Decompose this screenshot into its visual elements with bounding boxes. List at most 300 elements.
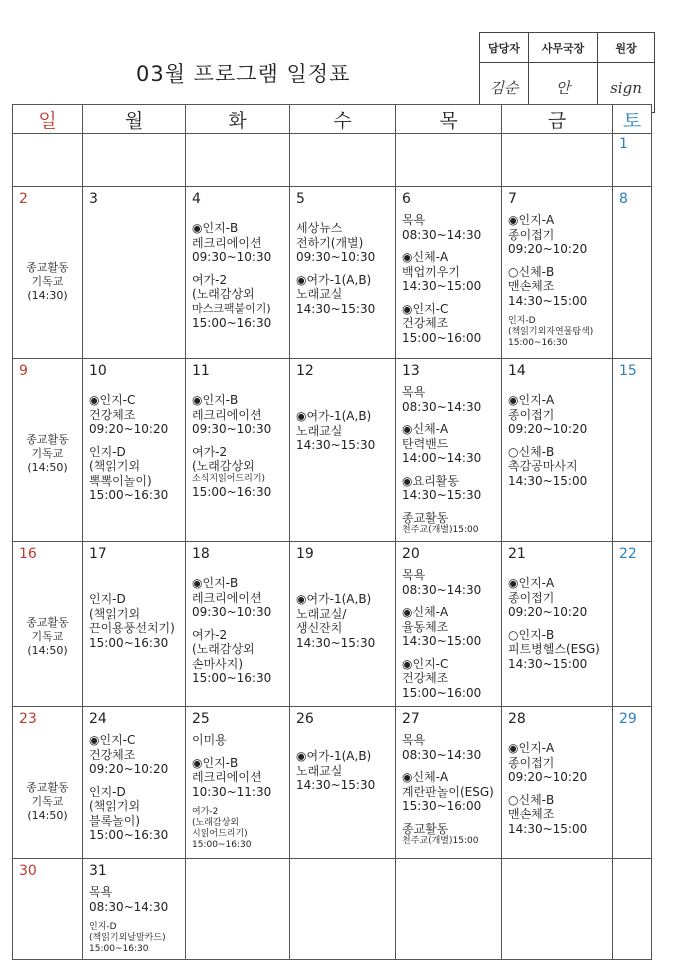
day-cell: [290, 707, 396, 859]
day-number: 24: [89, 711, 107, 727]
schedule-line: (노래감상외: [192, 287, 255, 301]
schedule-line: (책읽기외날말카드): [89, 933, 166, 943]
weekday-wed: 수: [290, 105, 396, 134]
spacer: [89, 576, 185, 584]
schedule-line: 09:30~10:30: [192, 250, 272, 264]
spacer: [192, 568, 289, 576]
spacer: [402, 597, 501, 605]
day-schedule: [83, 381, 185, 503]
sunday-activity: [13, 729, 82, 823]
schedule-line: 15:00~16:30: [192, 671, 272, 685]
schedule-line: 09:20~10:20: [89, 762, 169, 776]
schedule-line: 14:30~15:30: [296, 438, 376, 452]
spacer: [508, 785, 612, 793]
spacer: [296, 401, 395, 409]
schedule-line: (노래감상외: [192, 459, 255, 473]
schedule-line: 08:30~14:30: [402, 399, 482, 414]
schedule-line: (노래감상외: [192, 642, 255, 656]
schedule-line: 08:30~14:30: [402, 227, 482, 242]
schedule-line: 14:30~15:30: [402, 488, 482, 502]
schedule-line: 마스크팩붙이기): [192, 301, 271, 315]
schedule-line: 기독교: [31, 275, 64, 288]
schedule-line: 이미용: [192, 733, 227, 747]
schedule-line: ◉여가-1(A,B): [296, 749, 372, 763]
schedule-line: 목욕: [402, 385, 426, 399]
schedule-line: (책읽기외: [89, 459, 141, 473]
day-cell: [186, 187, 290, 359]
schedule-line: 레크리에이션: [192, 235, 262, 250]
day-schedule: [186, 564, 289, 686]
day-cell: [83, 359, 186, 542]
schedule-line: 인지-D: [89, 784, 126, 799]
day-schedule: [502, 209, 612, 349]
schedule-line: 09:30~10:30: [192, 605, 272, 619]
day-schedule: [186, 729, 289, 851]
schedule-line: 15:00~16:30: [89, 488, 169, 502]
schedule-line: (14:50): [27, 809, 68, 822]
weekday-header-row: [13, 105, 652, 134]
day-cell: [502, 359, 613, 542]
day-cell: [396, 542, 502, 707]
schedule-line: 노래교실: [296, 287, 343, 301]
schedule-line: ◉여가-1(A,B): [296, 592, 372, 606]
schedule-line: 14:30~15:00: [508, 656, 588, 671]
schedule-line: 14:30~15:30: [296, 301, 376, 316]
day-cell: [83, 134, 186, 187]
spacer: [89, 568, 185, 576]
schedule-line: ◉요리활동: [402, 473, 459, 488]
schedule-line: 소식지읽어드리기): [192, 473, 266, 484]
day-schedule: [290, 564, 395, 650]
day-number: [396, 859, 501, 881]
schedule-line: 천주교(개별)15:00: [402, 525, 479, 535]
day-schedule: [502, 729, 612, 836]
schedule-line: 세상뉴스: [296, 221, 343, 235]
day-cell: [396, 859, 502, 960]
sunday-activity: [13, 881, 82, 933]
schedule-line: 15:00~16:30: [89, 828, 169, 842]
schedule-line: 건강체조: [89, 747, 136, 762]
schedule-line: 09:20~10:20: [508, 605, 588, 619]
schedule-line: 맨손체조: [508, 807, 555, 821]
schedule-line: 15:00~16:00: [402, 685, 482, 700]
day-schedule: [186, 209, 289, 331]
sunday-activity: [13, 381, 82, 475]
day-cell: [83, 187, 186, 359]
schedule-line: 레크리에이션: [192, 770, 262, 784]
day-number: 31: [89, 863, 107, 879]
week-row: [13, 707, 652, 859]
schedule-line: (책읽기외: [89, 799, 141, 813]
spacer: [402, 649, 501, 657]
schedule-line: 목욕: [402, 213, 426, 227]
day-number: 14: [508, 363, 526, 379]
schedule-line: 14:30~15:00: [508, 473, 588, 488]
day-cell: [83, 707, 186, 859]
spacer: [89, 584, 185, 592]
day-cell: [502, 187, 613, 359]
day-cell: [502, 859, 613, 960]
schedule-line: 14:00~14:30: [402, 451, 482, 465]
day-number: [502, 859, 612, 881]
schedule-line: 14:30~15:00: [508, 293, 588, 308]
schedule-line: 기독교: [31, 795, 64, 808]
schedule-line: 손마사지): [192, 656, 244, 671]
schedule-line: 15:00~16:30: [192, 840, 252, 850]
schedule-line: 계란판놀이(ESG): [402, 784, 494, 799]
schedule-line: 끈이용풍선치기): [89, 621, 175, 635]
day-number: 20: [402, 546, 420, 562]
week-row: [13, 134, 652, 187]
day-number: 4: [192, 191, 201, 207]
schedule-line: 09:20~10:20: [508, 242, 588, 256]
spacer: [296, 741, 395, 749]
schedule-line: 09:20~10:20: [508, 770, 588, 784]
schedule-line: 인지-D: [89, 444, 126, 459]
weekday-fri: 금: [502, 105, 613, 134]
schedule-line: 맨손체조: [508, 279, 555, 293]
day-number: 23: [19, 711, 37, 727]
schedule-line: 노래교실/: [296, 606, 347, 621]
schedule-line: 14:30~15:30: [296, 635, 376, 650]
day-cell: [13, 859, 83, 960]
spacer: [296, 213, 395, 221]
day-schedule: [396, 729, 501, 847]
schedule-line: 종교활동: [26, 433, 69, 446]
day-number: 25: [192, 711, 210, 727]
sunday-activity: [13, 209, 82, 303]
day-number: 9: [19, 363, 28, 379]
spacer: [402, 762, 501, 770]
spacer: [402, 414, 501, 422]
weekday-tue: 화: [186, 105, 290, 134]
schedule-line: 09:20~10:20: [508, 422, 588, 436]
day-schedule: [83, 564, 185, 650]
schedule-line: ◉여가-1(A,B): [296, 409, 372, 423]
schedule-line: 촉감공마사지: [508, 459, 578, 473]
schedule-line: 기독교: [31, 630, 64, 643]
day-number: 6: [402, 191, 411, 207]
weekday-mon: 월: [83, 105, 186, 134]
schedule-line: ○신체-B: [508, 444, 555, 459]
signature-chief: sign: [598, 63, 655, 113]
signature-manager: 김순: [480, 63, 529, 113]
day-number: 2: [19, 191, 28, 207]
schedule-line: 생신잔치: [296, 621, 343, 635]
schedule-line: 14:30~15:00: [508, 821, 588, 836]
spacer: [89, 914, 185, 922]
spacer: [402, 242, 501, 250]
day-number: [613, 859, 651, 881]
day-number: 28: [508, 711, 526, 727]
day-cell: [290, 187, 396, 359]
schedule-line: 09:30~10:30: [296, 250, 376, 264]
day-cell: [396, 187, 502, 359]
schedule-line: 종교활동: [26, 781, 69, 794]
spacer: [296, 576, 395, 584]
schedule-line: ◉신체-A: [402, 605, 449, 619]
spacer: [402, 294, 501, 302]
week-row: [13, 359, 652, 542]
day-number: 10: [89, 363, 107, 379]
spacer: [402, 503, 501, 511]
day-number: 18: [192, 546, 210, 562]
day-schedule: [396, 209, 501, 345]
schedule-line: 09:30~10:30: [192, 422, 272, 436]
day-cell: [13, 187, 83, 359]
schedule-line: ◉인지-C: [402, 656, 449, 671]
day-number: 19: [296, 546, 314, 562]
schedule-line: ○신체-B: [508, 792, 555, 807]
schedule-line: ◉인지-B: [192, 755, 239, 770]
day-number: 8: [619, 191, 628, 207]
schedule-line: 종이접기: [508, 407, 555, 422]
schedule-line: ○인지-B: [508, 627, 555, 642]
day-cell: [13, 134, 83, 187]
day-cell: [613, 542, 652, 707]
week-row: [13, 542, 652, 707]
spacer: [508, 308, 612, 316]
day-number: 21: [508, 546, 526, 562]
weekday-sat: 토: [613, 105, 652, 134]
schedule-line: 종이접기: [508, 590, 555, 605]
spacer: [508, 620, 612, 628]
spacer: [402, 466, 501, 474]
schedule-line: ◉인지-A: [508, 576, 555, 590]
day-schedule: [186, 381, 289, 499]
day-cell: [186, 359, 290, 542]
schedule-line: 종교활동: [26, 261, 69, 274]
day-cell: [186, 134, 290, 187]
schedule-line: (14:50): [27, 644, 68, 657]
schedule-line: (노래감상외: [192, 818, 239, 828]
day-number: 11: [192, 363, 210, 379]
schedule-line: 피트병헬스(ESG): [508, 642, 600, 656]
schedule-line: 08:30~14:30: [402, 747, 482, 762]
day-cell: [290, 859, 396, 960]
day-number: 29: [619, 711, 637, 727]
spacer: [192, 799, 289, 807]
day-number: 15: [619, 363, 637, 379]
day-cell: [613, 187, 652, 359]
day-number: 26: [296, 711, 314, 727]
schedule-line: 율동체조: [402, 619, 449, 634]
day-number: 22: [619, 546, 637, 562]
schedule-line: 천주교(개별)15:00: [402, 836, 479, 846]
approval-table: [479, 32, 655, 113]
day-cell: [13, 707, 83, 859]
schedule-line: 08:30~14:30: [89, 899, 169, 914]
schedule-line: ◉신체-A: [402, 422, 449, 436]
schedule-line: ◉인지-B: [192, 576, 239, 590]
schedule-line: 인지-D: [89, 922, 117, 932]
schedule-line: ◉신체-A: [402, 770, 449, 784]
spacer: [402, 814, 501, 822]
schedule-line: ◉인지-A: [508, 393, 555, 407]
schedule-line: 기독교: [31, 447, 64, 460]
schedule-line: 노래교실: [296, 423, 343, 438]
schedule-line: 건강체조: [402, 671, 449, 685]
spacer: [508, 437, 612, 445]
day-schedule: [83, 729, 185, 843]
schedule-line: 15:00~16:30: [192, 316, 272, 330]
schedule-line: 건강체조: [402, 316, 449, 330]
schedule-line: 레크리에이션: [192, 590, 262, 605]
schedule-line: 인지-D: [508, 316, 536, 326]
day-cell: [13, 359, 83, 542]
day-schedule: [502, 381, 612, 488]
day-number: 5: [296, 191, 305, 207]
day-number: 7: [508, 191, 517, 207]
day-schedule: [290, 381, 395, 453]
day-number: 16: [19, 546, 37, 562]
schedule-line: (14:30): [27, 289, 68, 302]
spacer: [296, 393, 395, 401]
schedule-line: ◉신체-A: [402, 250, 449, 264]
day-cell: [613, 134, 652, 187]
day-number: 30: [19, 863, 37, 879]
schedule-line: 노래교실: [296, 763, 343, 778]
spacer: [296, 265, 395, 273]
schedule-line: 종교활동: [402, 821, 449, 836]
day-cell: [613, 359, 652, 542]
schedule-line: 여가-2: [192, 807, 219, 817]
spacer: [508, 385, 612, 393]
schedule-line: 목욕: [402, 568, 426, 582]
sunday-activity: [13, 134, 82, 186]
day-cell: [186, 542, 290, 707]
page-title: 03월 프로그램 일정표: [136, 62, 351, 86]
schedule-line: 목욕: [89, 885, 113, 899]
schedule-line: 종이접기: [508, 227, 555, 242]
schedule-line: 백업끼우기: [402, 264, 460, 279]
week-row: [13, 859, 652, 960]
schedule-line: (책읽기외자연물탐색): [508, 327, 594, 337]
day-cell: [502, 134, 613, 187]
schedule-line: ◉인지-A: [508, 213, 555, 227]
approval-header-chief: 원장: [598, 33, 655, 63]
spacer: [296, 584, 395, 592]
day-number: 12: [296, 363, 314, 379]
day-cell: [396, 707, 502, 859]
schedule-line: ◉인지-C: [89, 393, 136, 407]
spacer: [508, 257, 612, 265]
schedule-line: 15:00~16:30: [89, 635, 169, 650]
spacer: [89, 777, 185, 785]
spacer: [89, 385, 185, 393]
schedule-line: 레크리에이션: [192, 407, 262, 422]
schedule-line: 여가-2: [192, 272, 228, 287]
spacer: [89, 437, 185, 445]
schedule-line: 15:30~16:00: [402, 799, 482, 813]
schedule-line: ○신체-B: [508, 264, 555, 279]
schedule-line: ◉인지-C: [89, 733, 136, 747]
schedule-line: 탄력밴드: [402, 436, 449, 451]
approval-header-director: 사무국장: [529, 33, 598, 63]
week-row: [13, 187, 652, 359]
day-number: 3: [89, 191, 98, 207]
schedule-line: 종교활동: [26, 616, 69, 629]
schedule-line: 인지-D: [89, 592, 126, 606]
schedule-line: 블록놀이): [89, 813, 141, 828]
day-schedule: [396, 564, 501, 700]
day-cell: [613, 859, 652, 960]
weekday-thu: 목: [396, 105, 502, 134]
schedule-line: 14:30~15:30: [296, 778, 376, 792]
day-cell: [396, 134, 502, 187]
spacer: [296, 385, 395, 393]
spacer: [192, 265, 289, 273]
day-cell: [83, 542, 186, 707]
schedule-line: ◉인지-C: [402, 301, 449, 316]
schedule-line: 목욕: [402, 733, 426, 747]
schedule-line: 여가-2: [192, 627, 228, 642]
day-cell: [186, 707, 290, 859]
spacer: [296, 568, 395, 576]
spacer: [192, 385, 289, 393]
schedule-line: 여가-2: [192, 444, 228, 459]
schedule-line: 종교활동: [402, 510, 449, 525]
schedule-line: 전하기(개별): [296, 235, 364, 250]
schedule-line: 시읽어드리기): [192, 829, 248, 839]
schedule-line: 10:30~11:30: [192, 784, 272, 799]
schedule-line: 뽁뽁이놀이): [89, 473, 152, 488]
day-schedule: [290, 729, 395, 793]
day-schedule: [396, 381, 501, 536]
schedule-line: (14:50): [27, 461, 68, 474]
spacer: [508, 568, 612, 576]
day-schedule: [83, 881, 185, 955]
spacer: [296, 733, 395, 741]
day-cell: [83, 859, 186, 960]
schedule-line: ◉여가-1(A,B): [296, 272, 372, 287]
approval-header-manager: 담당자: [480, 33, 529, 63]
day-cell: [502, 542, 613, 707]
schedule-line: 08:30~14:30: [402, 582, 482, 597]
spacer: [508, 733, 612, 741]
schedule-line: 14:30~15:00: [402, 279, 482, 293]
day-number: [290, 859, 395, 881]
schedule-line: ◉인지-A: [508, 741, 555, 755]
day-cell: [396, 359, 502, 542]
schedule-line: 15:00~16:30: [89, 944, 149, 954]
schedule-line: 09:20~10:20: [89, 422, 169, 436]
schedule-line: 15:00~16:30: [192, 484, 272, 499]
day-number: 1: [619, 136, 628, 152]
schedule-line: 15:00~16:30: [508, 338, 568, 348]
schedule-line: 14:30~15:00: [402, 634, 482, 648]
schedule-line: ◉인지-B: [192, 393, 239, 407]
spacer: [192, 437, 289, 445]
day-number: 17: [89, 546, 107, 562]
schedule-line: ◉인지-B: [192, 221, 239, 235]
schedule-line: 건강체조: [89, 407, 136, 422]
schedule-line: 15:00~16:00: [402, 330, 482, 345]
day-cell: [186, 859, 290, 960]
day-cell: [613, 707, 652, 859]
day-cell: [290, 542, 396, 707]
day-cell: [13, 542, 83, 707]
day-number: [186, 859, 289, 881]
weekday-sun: 일: [13, 105, 83, 134]
spacer: [192, 620, 289, 628]
day-cell: [290, 134, 396, 187]
schedule-line: 종이접기: [508, 755, 555, 770]
day-number: 13: [402, 363, 420, 379]
day-schedule: [502, 564, 612, 671]
schedule-line: (책읽기외: [89, 606, 141, 621]
day-number: 27: [402, 711, 420, 727]
